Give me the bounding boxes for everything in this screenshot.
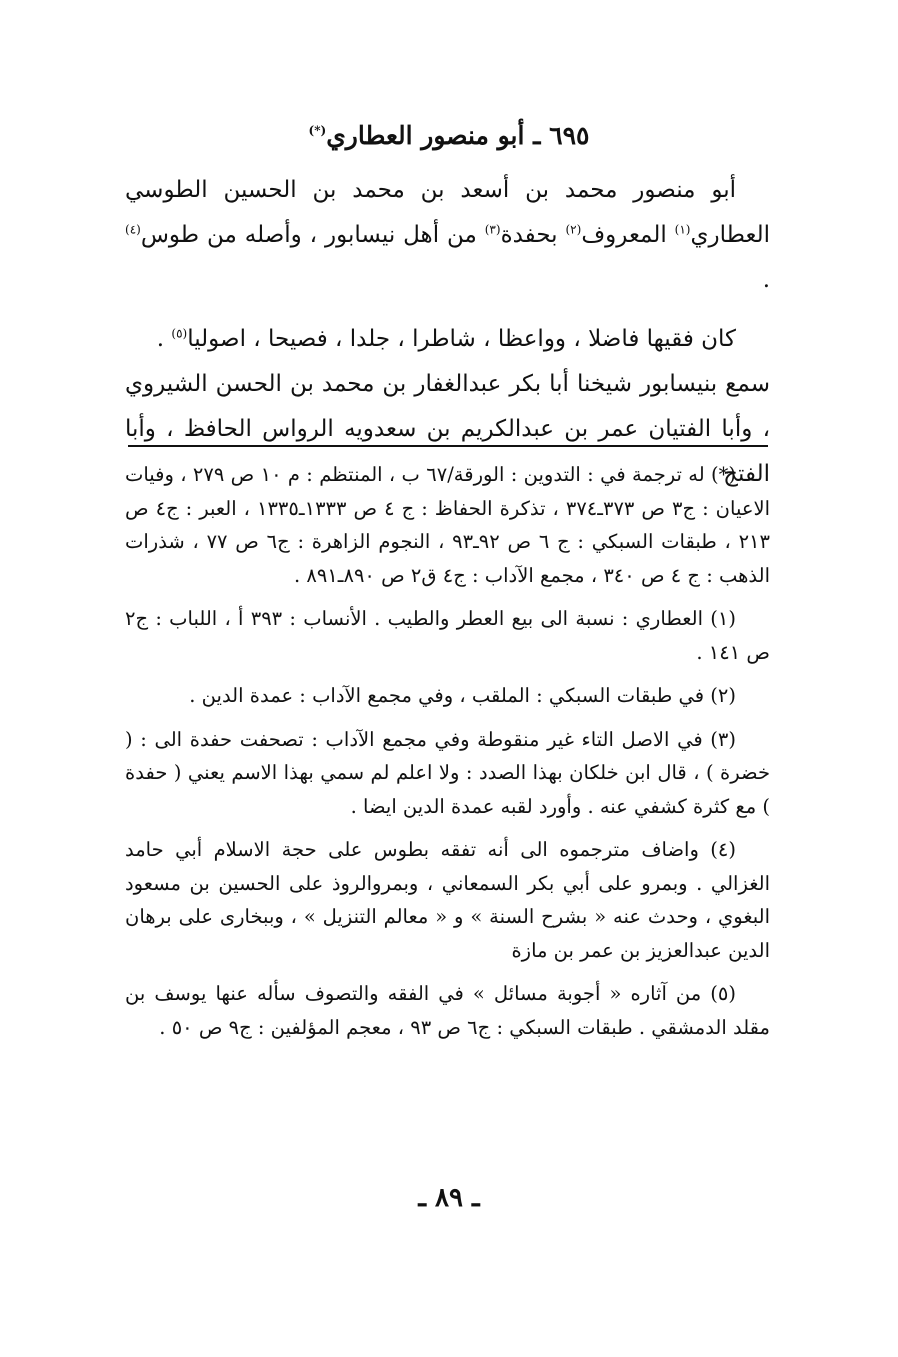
body-text-segment: أبو منصور محمد بن أسعد بن محمد بن الحسين الطوسي العطاري xyxy=(125,177,770,248)
footnote-ref-2: (٢) xyxy=(565,222,582,237)
footnote-1: (١) العطاري : نسبة الى بيع العطر والطيب . الأنساب : ٣٩٣ أ ، اللباب : ج٢ ص ١٤١ . xyxy=(125,607,770,664)
body-text-segment: من أهل نيسابور ، وأصله من طوس xyxy=(140,222,485,248)
footnote-5: (٥) من آثاره « أجوبة مسائل » في الفقه والتصوف سأله عنها يوسف بن مقلد الدمشقي . طبقات السبكي : ج٦ ص ٩٣ ، معجم المؤلفين : ج٩ ص ٥٠ . xyxy=(125,982,770,1039)
body-text-segment: . xyxy=(156,326,172,352)
entry-title xyxy=(0,118,898,154)
footnote-ref-5: (٥) xyxy=(171,326,188,341)
footnote-2: (٢) في طبقات السبكي : الملقب ، وفي مجمع الآداب : عمدة الدين . xyxy=(189,684,736,707)
body-paragraph-1 xyxy=(125,168,770,303)
entry-title-text: ٦٩٥ ـ أبو منصور العطاري xyxy=(326,121,590,150)
footnote-ref-1: (١) xyxy=(674,222,691,237)
footnote-star: (*) له ترجمة في : التدوين : الورقة/٦٧ ب ، المنتظم : م ١٠ ص ٢٧٩ ، وفيات الاعيان : ج٣ ص ٣٧٣ـ٣٧٤ ، تذكرة الحفاظ : ج ٤ ص ١٣٣٣ـ١٣٣٥ ، العبر : ج٤ ص ٢١٣ ، طبقات السبكي : ج ٦ ص ٩٢ـ٩٣ ، النجوم الزاهرة : ج٦ ص ٧٧ ، شذرات الذهب : ج ٤ ص ٣٤٠ ، مجمع الآداب : ج٤ ق٢ ص ٨٩٠ـ٨٩١ . xyxy=(125,463,770,587)
body-text-segment: . xyxy=(762,267,770,293)
entry-body xyxy=(125,168,770,497)
footnote-4: (٤) واضاف مترجموه الى أنه تفقه بطوس على حجة الاسلام أبي حامد الغزالي . وبمرو على أبي بكر السمعاني ، وبمروالروذ على الحسين بن مسعود البغوي ، وحدث عنه « بشرح السنة » و « معالم التنزيل » ، وببخارى على برهان الدين عبدالعزيز بن عمر بن مازة xyxy=(125,838,770,962)
footnote-ref-3: (٣) xyxy=(484,222,501,237)
entry-title-footnote-mark: (*) xyxy=(308,123,327,138)
page-number: ـ ٨٩ ـ xyxy=(418,1183,480,1213)
footnote-3: (٣) في الاصل التاء غير منقوطة وفي مجمع الآداب : تصحفت حفدة الى : ( خضرة ) ، قال ابن خلكان بهذا الصدد : ولا اعلم لم سمي بهذا الاسم يعني ( حفدة ) مع كثرة كشفي عنه . وأورد لقبه عمدة الدين ايضا . xyxy=(125,727,770,818)
body-text-segment: المعروف xyxy=(581,222,675,248)
body-text-segment: بحفدة xyxy=(500,222,566,248)
footnote-ref-4: (٤) xyxy=(125,222,141,237)
footnotes-section xyxy=(125,458,770,1044)
body-paragraph-3: سمع بنيسابور شيخنا أبا بكر عبدالغفار بن محمد بن الحسن الشيروي ، وأبا الفتيان عمر بن عبدالكريم بن سعدويه الرواس الحافظ ، وأبا الفتح xyxy=(125,371,770,487)
body-text-segment: كان فقيها فاضلا ، وواعظا ، شاطرا ، جلدا ، فصيحا ، اصوليا xyxy=(187,326,736,352)
body-paragraph-2 xyxy=(125,317,770,362)
footnote-separator-rule xyxy=(128,445,768,447)
